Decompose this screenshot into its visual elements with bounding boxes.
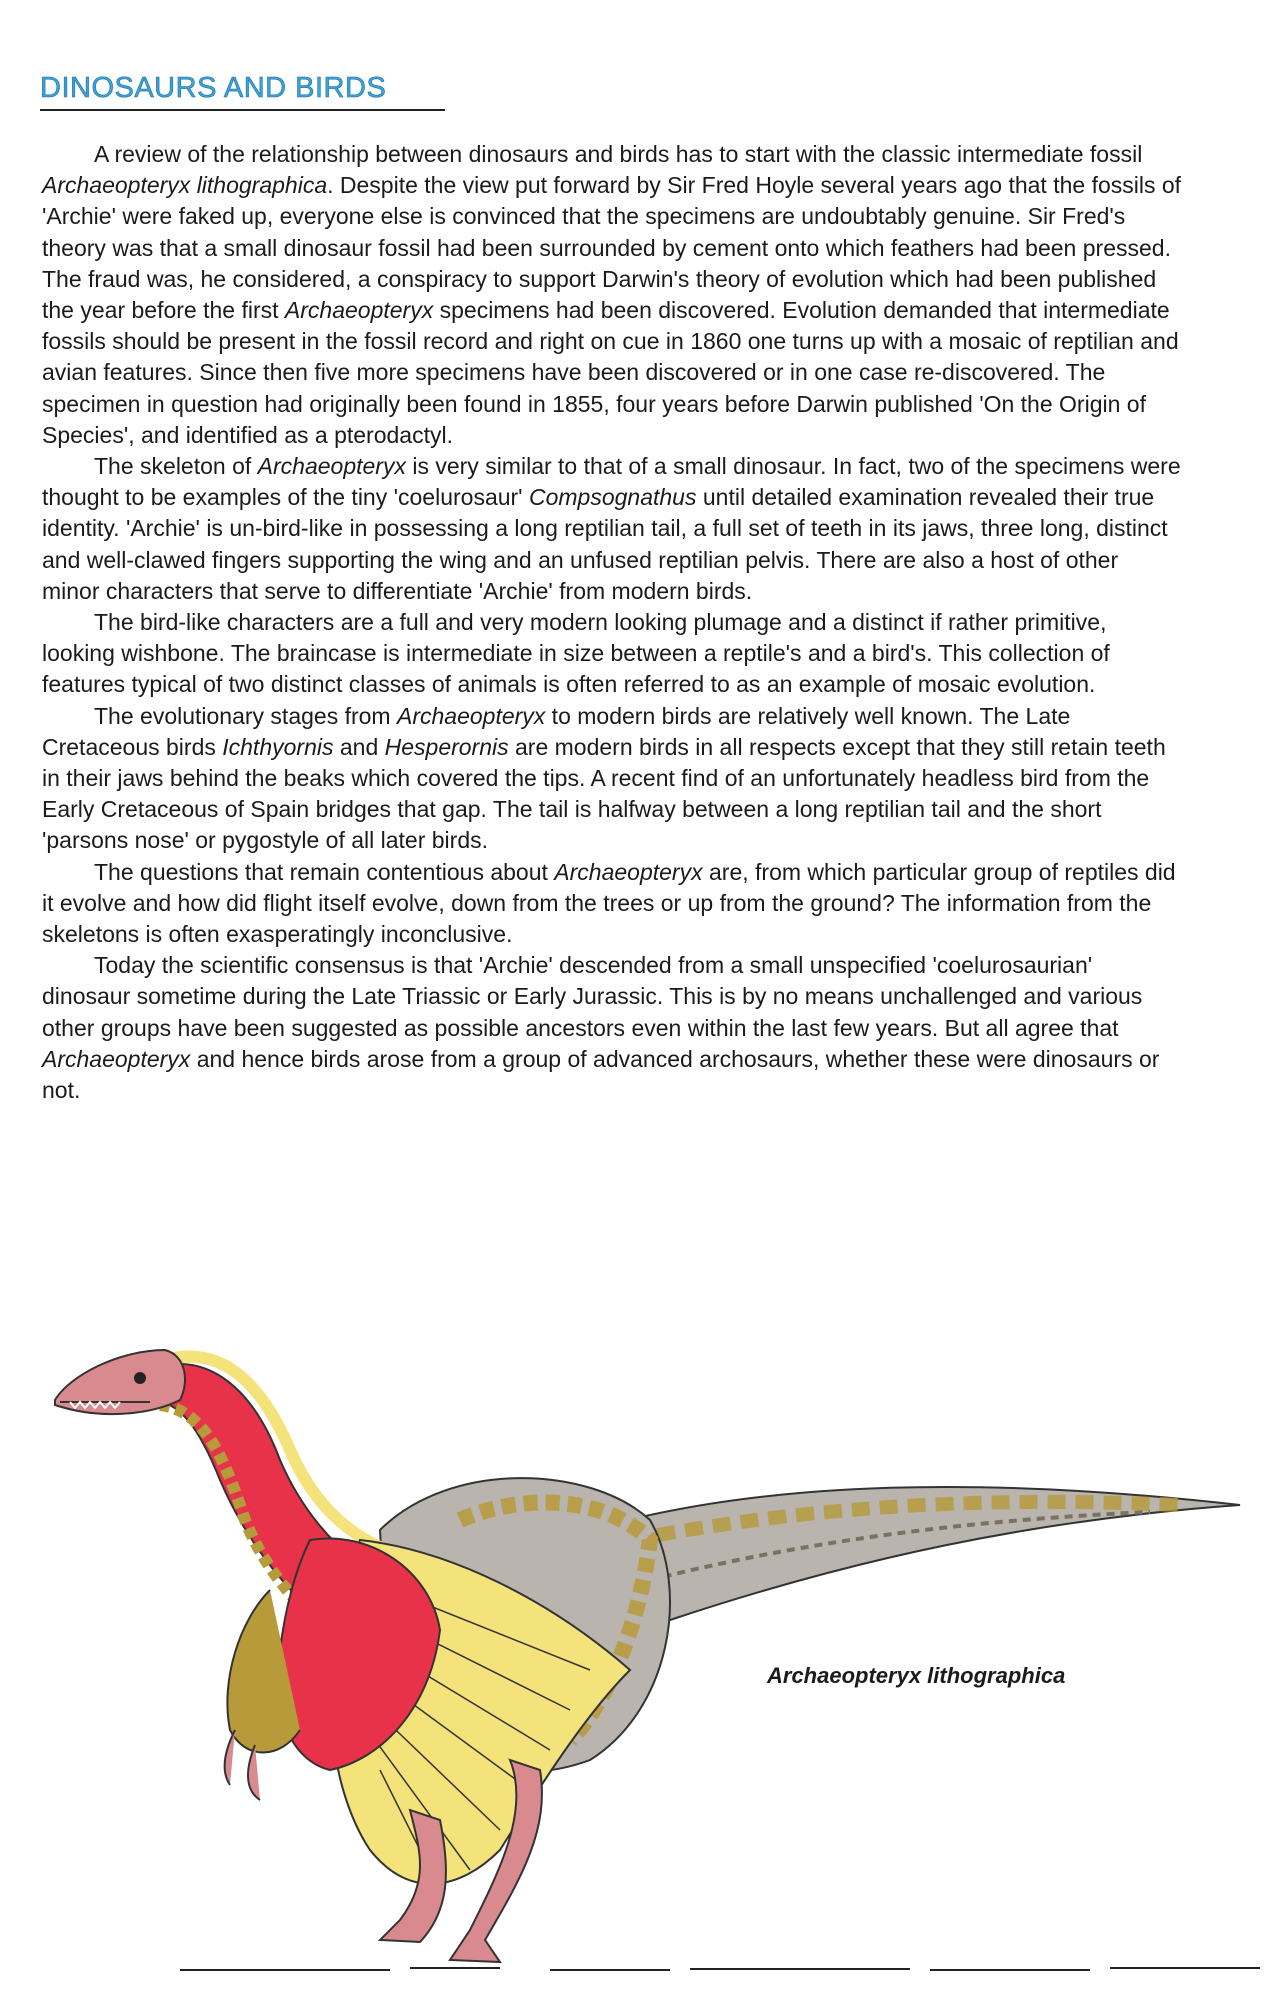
italic-term: Archaeopteryx [42,1045,191,1072]
paragraph-4 [42,701,1182,857]
text-run: . Despite the view put forward by Sir Fred Hoyle several years ago that the fossils of 'Archie' were faked up, everyone else is convinced that the specimens are undoubtably genuine. Sir Fred's theory was that a small dinosaur fossil had been surrounded by cement onto which feathers had been pressed. The fraud was, he considered, a conspiracy to support Darwin's theory of evolution which had been published the year before the first [42,172,1182,324]
italic-term: Archaeopteryx [257,453,406,480]
text-run: A review of the relationship between dinosaurs and birds has to start with the classic intermediate fossil [94,141,1143,167]
article-body [42,139,1182,1106]
italic-term: Archaeopteryx [396,702,546,729]
text-run: Today the scientific consensus is that 'Archie' descended from a small unspecified 'coelurosaurian' dinosaur sometime during the Late Triassic or Early Jurassic. This is by no means unchallenged and various other groups have been suggested as possible ancestors even within the last few years. But all agree that [42,952,1143,1041]
paragraph-2 [42,451,1182,607]
figure-caption: Archaeopteryx lithographica [767,1663,1066,1688]
text-run: The questions that remain contentious about [94,858,555,885]
text-run: and [333,733,385,760]
archaeopteryx-drawing [30,1290,1270,1980]
text-run: is very similar to that of a small dinosaur. In fact, two of the specimens were thought to be examples of the tiny 'coelurosaur' [42,453,1181,511]
italic-term: Archaeopteryx [554,858,703,885]
text-run: until detailed examination revealed their true identity. 'Archie' is un-bird-like in possessing a long reptilian tail, a full set of teeth in its jaws, three long, distinct and well-clawed fingers supporting the wing and an unfused reptilian pelvis. There are also a host of other minor characters that serve to differentiate 'Archie' from modern birds. [42,484,1168,604]
italic-term: Compsognathus [528,484,697,511]
text-run: The evolutionary stages from [94,702,397,729]
head [55,1350,185,1414]
paragraph-6 [42,950,1182,1106]
text-run: The skeleton of [94,453,258,480]
italic-term: Archaeopteryx lithographica [42,172,328,199]
text-run: specimens had been discovered. Evolution demanded that intermediate fossils should be present in the fossil record and right on cue in 1860 one turns up with a mosaic of reptilian and avian features. Since then five more specimens have been discovered or in one case re-discovered. The specimen in question had originally been found in 1855, four years before Darwin published 'On the Origin of Species', and identified as a pterodactyl. [42,297,1179,448]
text-run: to modern birds are relatively well known. The Late Cretaceous birds [42,702,1071,760]
text-run: are, from which particular group of reptiles did it evolve and how did flight itself evolve, down from the trees or up from the ground? The information from the skeletons is often exasperatingly inconclusive. [42,858,1176,948]
italic-term: Hesperornis [384,733,509,760]
paragraph-1 [42,139,1182,451]
ground-line [180,1968,1260,1970]
paragraph-5 [42,857,1182,951]
page-title: DINOSAURS AND BIRDS [40,72,387,104]
title-underline [40,109,445,111]
text-run: The bird-like characters are a full and very modern looking plumage and a distinct if rather primitive, looking wishbone. The braincase is intermediate in size between a reptile's and a bird's. This collection of features typical of two distinct classes of animals is often referred to as an example of mosaic evolution. [42,609,1110,698]
paragraph-3 [42,607,1182,701]
archaeopteryx-illustration [30,1290,1270,1980]
italic-term: Ichthyornis [222,733,334,760]
text-run: are modern birds in all respects except that they still retain teeth in their jaws behind the beaks which covered the tips. A recent find of an unfortunately headless bird from the Early Cretaceous of Spain bridges that gap. The tail is halfway between a long reptilian tail and the short 'parsons nose' or pygostyle of all later birds. [42,733,1166,854]
italic-term: Archaeopteryx [284,297,434,324]
text-run: and hence birds arose from a group of advanced archosaurs, whether these were dinosaurs or not. [42,1045,1160,1104]
